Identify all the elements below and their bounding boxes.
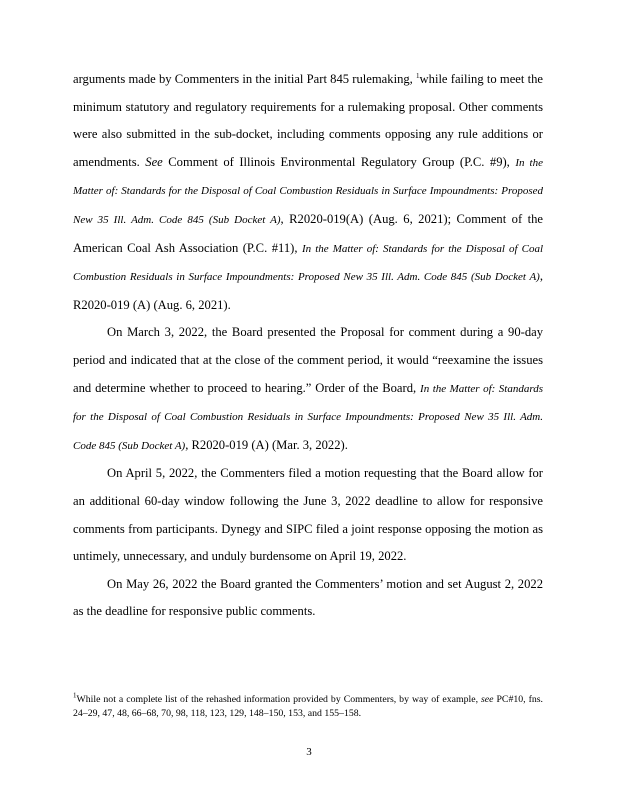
- case-citation-3: In the Matter of: Standards for the Disposal of Coal Combustion Residuals in Surface Impoundments: Proposed New 35 Ill. Adm. Code 845 (Sub Docket A): [73, 382, 543, 452]
- paragraph-1-text-b: while failing to meet the minimum statutory and regulatory requirements for a rulemaking proposal. Other comments were also submitted in the sub-docket, including comments opposing any rule additions or amendments.: [73, 72, 543, 169]
- paragraph-2-text-a: On March 3, 2022, the Board presented the Proposal for comment during a 90-day period and indicated that at the close of the comment period, it would “reexamine the issues and determine whether to proceed to hearing.” Order of the Board,: [73, 325, 543, 395]
- paragraph-1: [73, 66, 543, 319]
- paragraph-4: On May 26, 2022 the Board granted the Commenters’ motion and set August 2, 2022 as the deadline for responsive public comments.: [73, 576, 543, 619]
- case-citation-1: In the Matter of: Standards for the Disposal of Coal Combustion Residuals in Surface Impoundments: Proposed New 35 Ill. Adm. Code 845 (Sub Docket A): [73, 156, 543, 226]
- footnote-text-a: While not a complete list of the rehashed information provided by Commenters, by way of example,: [76, 694, 481, 705]
- paragraph-1-text-a: arguments made by Commenters in the initial Part 845 rulemaking,: [73, 72, 417, 86]
- paragraph-1-text-d: , R2020-019(A) (Aug. 6, 2021); Comment of the American Coal Ash Association (P.C. #11),: [73, 211, 544, 255]
- paragraph-1-text-e: , R2020-019 (A) (Aug. 6, 2021).: [73, 269, 543, 312]
- case-citation-2: In the Matter of: Standards for the Disposal of Coal Combustion Residuals in Surface Impoundments: Proposed New 35 Ill. Adm. Code 845 (Sub Docket A): [73, 242, 543, 284]
- footnote-marker: 1: [416, 71, 420, 80]
- footnote: [73, 693, 543, 721]
- paragraph-2: [73, 319, 543, 460]
- see-signal: See: [145, 154, 163, 169]
- footnote-see-signal: see: [480, 694, 494, 705]
- paragraph-3: On April 5, 2022, the Commenters filed a motion requesting that the Board allow for an additional 60-day window following the June 3, 2022 deadline to allow for responsive comments from participants. Dynegy and SIPC filed a joint response opposing the motion as untimely, unnecessary, and unduly burdensome on April 19, 2022.: [73, 466, 543, 564]
- paragraph-1-text-c: Comment of Illinois Environmental Regulatory Group (P.C. #9),: [162, 154, 516, 169]
- footnote-text-b: PC#10, fns. 24–29, 47, 48, 66–68, 70, 98, 118, 123, 129, 148–150, 153, and 155–158.: [73, 694, 543, 719]
- footnote-number: 1: [73, 691, 77, 700]
- paragraph-2-text-b: , R2020-019 (A) (Mar. 3, 2022).: [185, 437, 348, 452]
- page-number: 3: [306, 746, 312, 758]
- body-text: [73, 66, 543, 626]
